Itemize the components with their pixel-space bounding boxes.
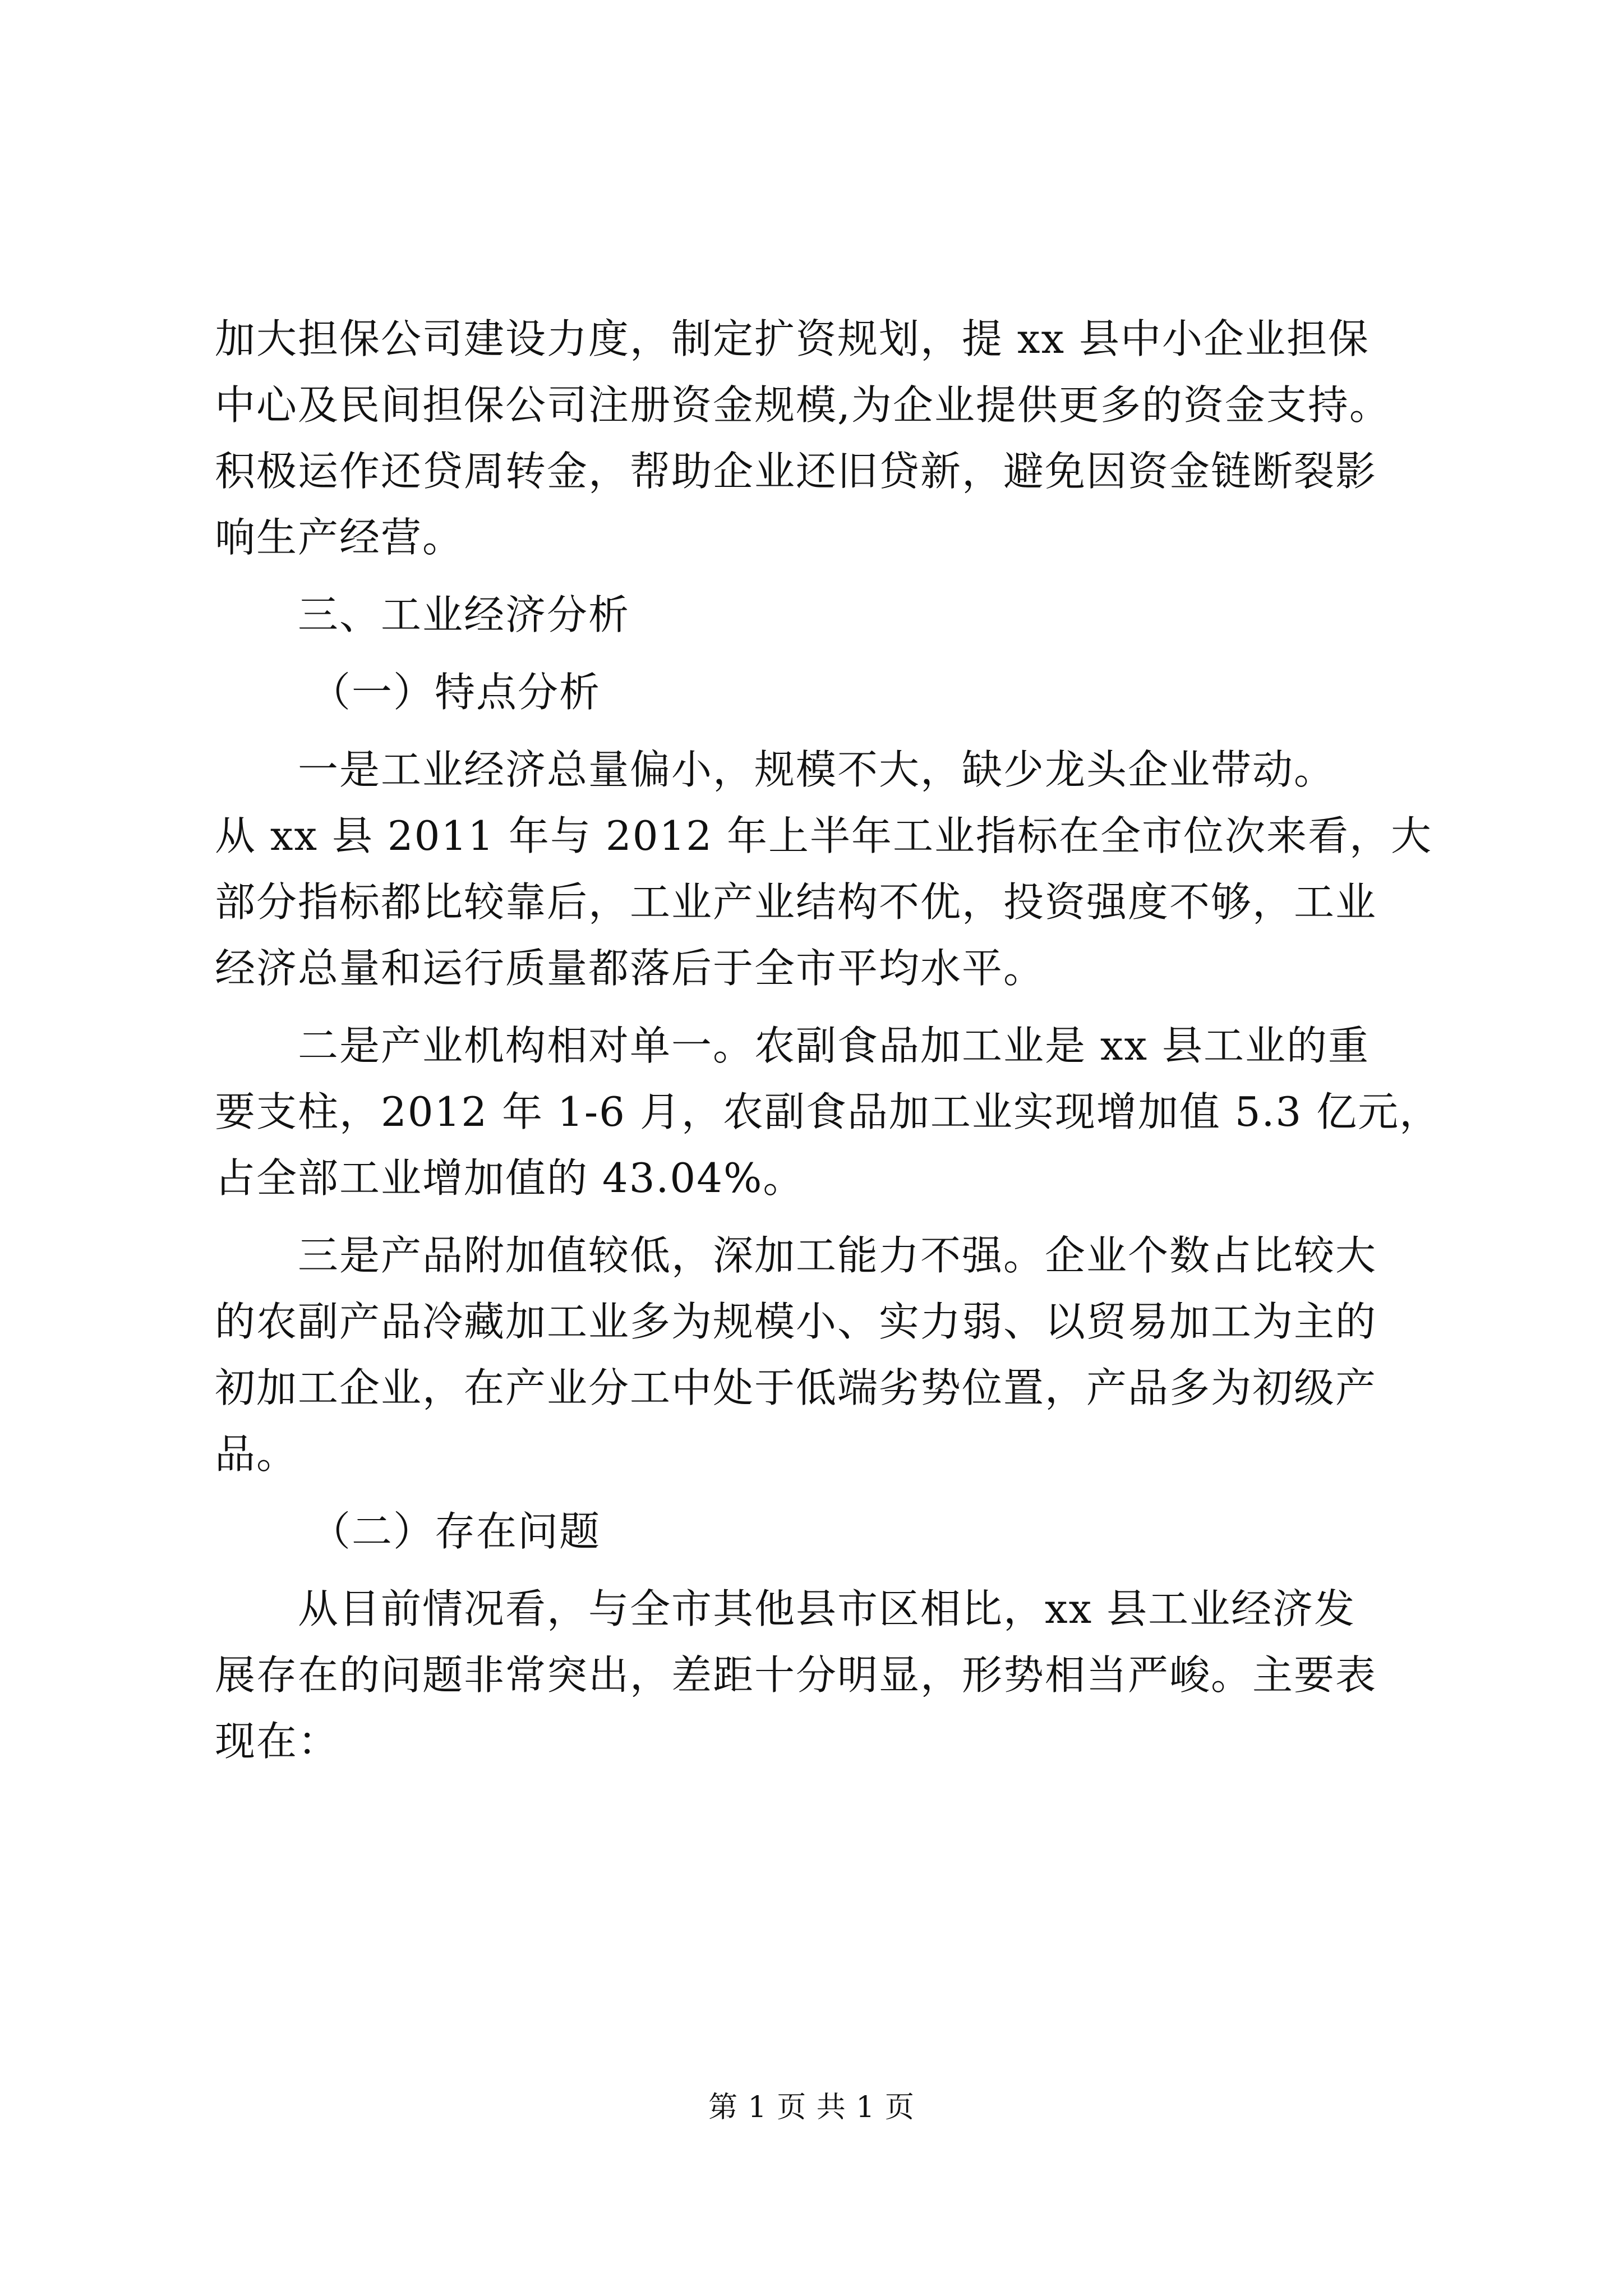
paragraph-line: 一是工业经济总量偏小，规模不大，缺少龙头企业带动。: [298, 746, 1336, 793]
paragraph-line: 从目前情况看，与全市其他县市区相比，xx 县工业经济发: [298, 1585, 1356, 1632]
paragraph-line: 加大担保公司建设力度，制定扩资规划，提 xx 县中小企业担保: [215, 315, 1370, 362]
paragraph-line: 从 xx 县 2011 年与 2012 年上半年工业指标在全市位次来看，大: [215, 812, 1433, 859]
subsection-heading-problems: （二）存在问题: [310, 1508, 601, 1555]
document-body: [215, 306, 1477, 1774]
paragraph-line: 三是产品附加值较低，深加工能力不强。企业个数占比较大: [298, 1232, 1377, 1279]
paragraph-line: 响生产经营。: [215, 514, 464, 561]
paragraph-line: 部分指标都比较靠后，工业产业结构不优，投资强度不够，工业: [215, 878, 1377, 926]
paragraph-line: 品。: [215, 1430, 298, 1478]
paragraph-line: 初加工企业，在产业分工中处于低端劣势位置，产品多为初级产: [215, 1364, 1377, 1411]
page-footer: 第 1 页 共 1 页: [708, 2091, 915, 2124]
subsection-heading-characteristics: （一）特点分析: [310, 669, 601, 716]
paragraph-line: 要支柱，2012 年 1-6 月，农副食品加工业实现增加值 5.3 亿元，: [215, 1088, 1441, 1135]
section-heading: 三、工业经济分析: [298, 591, 630, 638]
paragraph-line: 经济总量和运行质量都落后于全市平均水平。: [215, 945, 1045, 992]
paragraph-line: 占全部工业增加值的 43.04%。: [215, 1154, 805, 1202]
paragraph-line: 的农副产品冷藏加工业多为规模小、实力弱、以贸易加工为主的: [215, 1298, 1377, 1345]
paragraph-line: 现在：: [215, 1718, 340, 1765]
paragraph-line: 二是产业机构相对单一。农副食品加工业是 xx 县工业的重: [298, 1022, 1370, 1069]
paragraph-line: 积极运作还贷周转金，帮助企业还旧贷新，避免因资金链断裂影: [215, 448, 1377, 495]
paragraph-line: 展存在的问题非常突出，差距十分明显，形势相当严峻。主要表: [215, 1651, 1377, 1699]
paragraph-line: 中心及民间担保公司注册资金规模,为企业提供更多的资金支持。: [215, 381, 1391, 429]
